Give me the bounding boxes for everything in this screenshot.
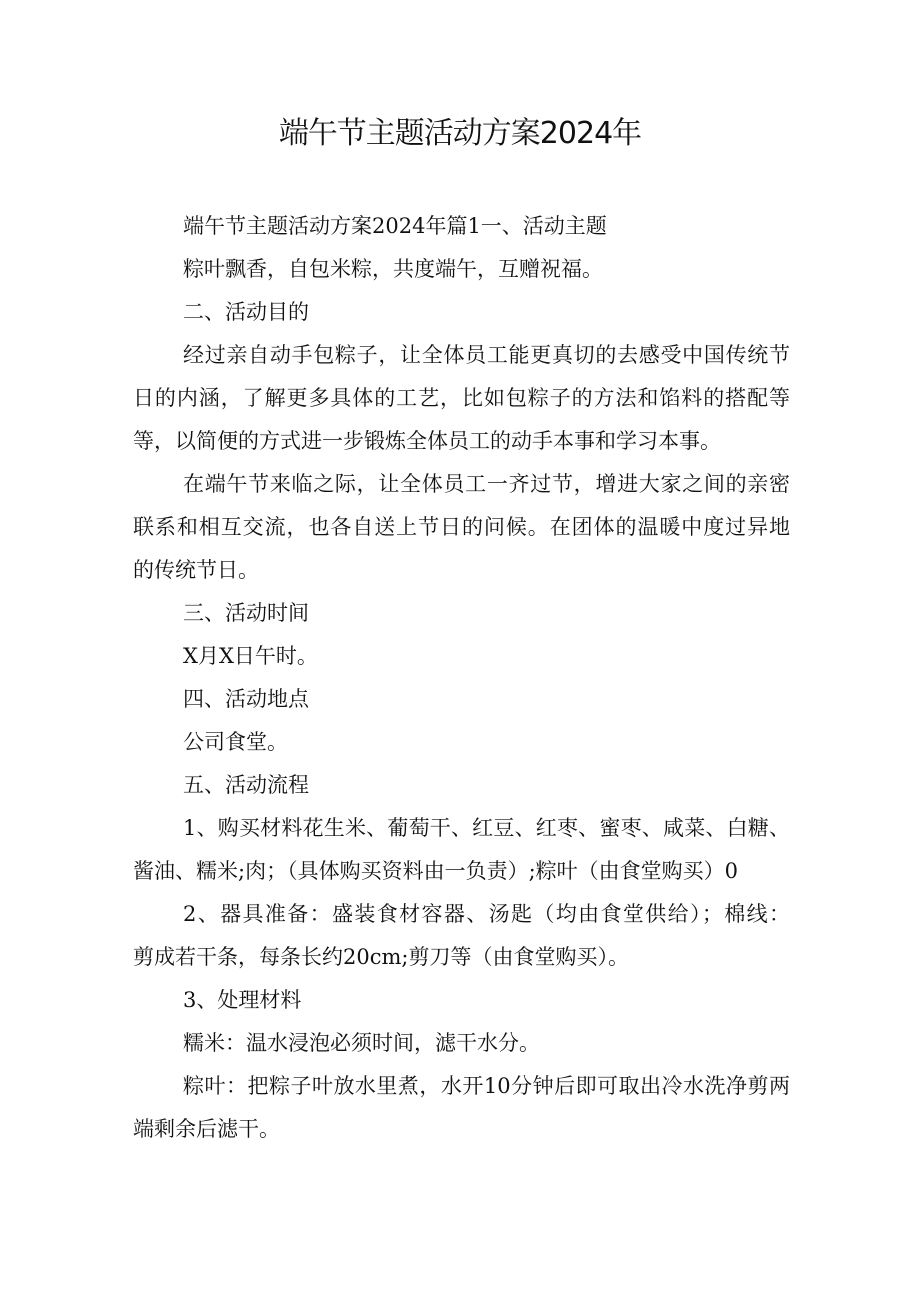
paragraph: [133, 635, 790, 678]
paragraph-line: 端午节主题活动方案2024年篇1一、活动主题: [183, 214, 607, 238]
document-body: [133, 205, 790, 1151]
paragraph-line: 等，以简便的方式进一步锻炼全体员工的动手本事和学习本事。: [133, 429, 721, 453]
paragraph-line: 的传统节日。: [133, 558, 259, 582]
paragraph: [133, 592, 790, 635]
paragraph-line: 联系和相互交流，也各自送上节日的问候。在团体的温暖中度过异地: [133, 515, 790, 539]
paragraph: [133, 764, 790, 807]
paragraph-line: 经过亲自动手包粽子，让全体员工能更真切的去感受中国传统节: [183, 343, 790, 367]
paragraph: [133, 205, 790, 248]
paragraph: [133, 1065, 790, 1151]
paragraph-line: 在端午节来临之际，让全体员工一齐过节，增进大家之间的亲密: [183, 472, 790, 496]
document-title: 端午节主题活动方案2024年: [278, 116, 642, 151]
paragraph: [133, 1022, 790, 1065]
paragraph-line: 剪成若干条，每条长约20cm;剪刀等（由食堂购买）。: [133, 945, 629, 969]
paragraph-line: X月X日午时。: [183, 644, 318, 668]
paragraph-line: 糯米：温水浸泡必须时间，滤干水分。: [183, 1031, 540, 1055]
paragraph: [133, 893, 790, 979]
paragraph: [133, 248, 790, 291]
paragraph-line: 粽叶：把粽子叶放水里煮，水开10分钟后即可取出冷水洗净剪两: [183, 1074, 790, 1098]
paragraph: [133, 979, 790, 1022]
paragraph-line: 3、处理材料: [183, 988, 302, 1012]
paragraph-line: 公司食堂。: [183, 730, 288, 754]
paragraph-line: 1、购买材料花生米、葡萄干、红豆、红枣、蜜枣、咸菜、白糖、: [183, 816, 790, 840]
paragraph: [133, 678, 790, 721]
paragraph: [133, 291, 790, 334]
paragraph: [133, 334, 790, 463]
paragraph: [133, 721, 790, 764]
paragraph-line: 粽叶飘香，自包米粽，共度端午，互赠祝福。: [183, 257, 603, 281]
paragraph-line: 四、活动地点: [183, 687, 309, 711]
paragraph: [133, 807, 790, 893]
paragraph: [133, 463, 790, 592]
paragraph-line: 2、器具准备：盛装食材容器、汤匙（均由食堂供给）；棉线：: [183, 902, 790, 926]
paragraph-line: 五、活动流程: [183, 773, 309, 797]
paragraph-line: 日的内涵，了解更多具体的工艺，比如包粽子的方法和馅料的搭配等: [133, 386, 790, 410]
paragraph-line: 酱油、糯米;肉；（具体购买资料由一负责）;粽叶（由食堂购买）0: [133, 859, 739, 883]
paragraph-line: 三、活动时间: [183, 601, 309, 625]
paragraph-line: 端剩余后滤干。: [133, 1117, 280, 1141]
paragraph-line: 二、活动目的: [183, 300, 309, 324]
